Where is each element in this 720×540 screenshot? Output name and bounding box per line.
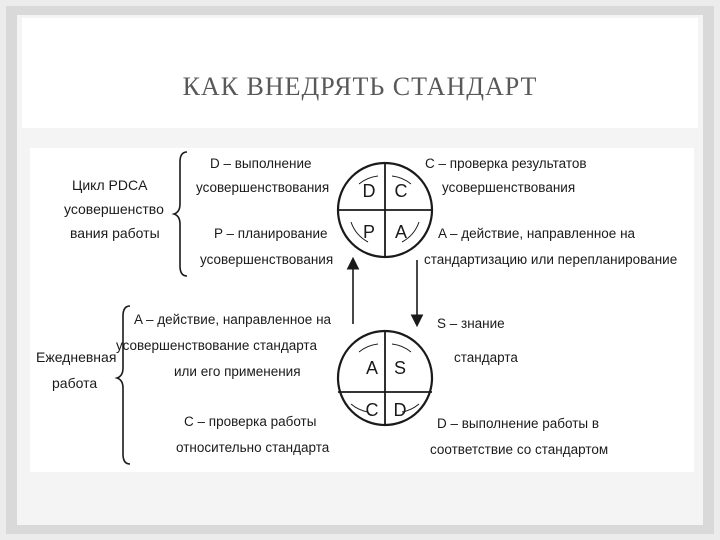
- upper-note-check-line-1: C – проверка результатов: [425, 156, 587, 171]
- title-band: [22, 18, 698, 128]
- upper-group-label-line-2: усовершенство: [64, 201, 164, 217]
- lower-note-do-line-1: D – выполнение работы в: [437, 416, 600, 431]
- pdca-sdca-diagram: [30, 148, 694, 472]
- upper-note-do-line-1: D – выполнение: [210, 156, 312, 171]
- lower-group-label-line-2: работа: [52, 375, 98, 391]
- upper-note-act-line-1: A – действие, направленное на: [438, 226, 636, 241]
- lower-note-do-line-2: соответствие со стандартом: [430, 442, 609, 457]
- lower-group-brace: [117, 306, 130, 464]
- pdca-letter-top-right: C: [394, 181, 408, 201]
- sdca-letter-bottom-right: D: [393, 400, 407, 420]
- lower-note-act-line-2: усовершенствование стандарта: [116, 338, 317, 353]
- lower-note-check-line-1: C – проверка работы: [184, 414, 317, 429]
- upper-note-act-line-2: стандартизацию или перепланирование: [424, 252, 678, 267]
- upper-note-plan-line-2: усовершенствования: [200, 252, 334, 267]
- pdca-sdca-figure: [30, 148, 694, 472]
- upper-note-check-line-2: усовершенствования: [442, 180, 576, 195]
- lower-group-label-line-1: Ежедневная: [36, 349, 117, 365]
- pdca-letter-bottom-left: P: [362, 222, 376, 242]
- slide-title: КАК ВНЕДРЯТЬ СТАНДАРТ: [182, 72, 538, 101]
- sdca-circle: [338, 331, 432, 425]
- upper-group-brace: [174, 152, 187, 276]
- lower-note-standard-line-2: стандарта: [454, 350, 518, 365]
- pdca-letter-bottom-right: A: [394, 222, 408, 242]
- upper-note-plan-line-1: P – планирование: [214, 226, 328, 241]
- sdca-letter-top-right: S: [393, 358, 407, 378]
- upper-note-do-line-2: усовершенствования: [196, 180, 330, 195]
- upper-group-label-line-3: вания работы: [70, 225, 160, 241]
- lower-note-act-line-1: A – действие, направленное на: [134, 312, 332, 327]
- sdca-letter-top-left: A: [365, 358, 379, 378]
- sdca-letter-bottom-left: C: [365, 400, 379, 420]
- lower-note-standard-line-1: S – знание: [437, 316, 505, 331]
- pdca-letter-top-left: D: [362, 181, 376, 201]
- pdca-circle: [338, 163, 432, 257]
- lower-note-act-line-3: или его применения: [174, 364, 301, 379]
- lower-note-check-line-2: относительно стандарта: [176, 440, 330, 455]
- upper-group-label-line-1: Цикл PDCA: [72, 177, 148, 193]
